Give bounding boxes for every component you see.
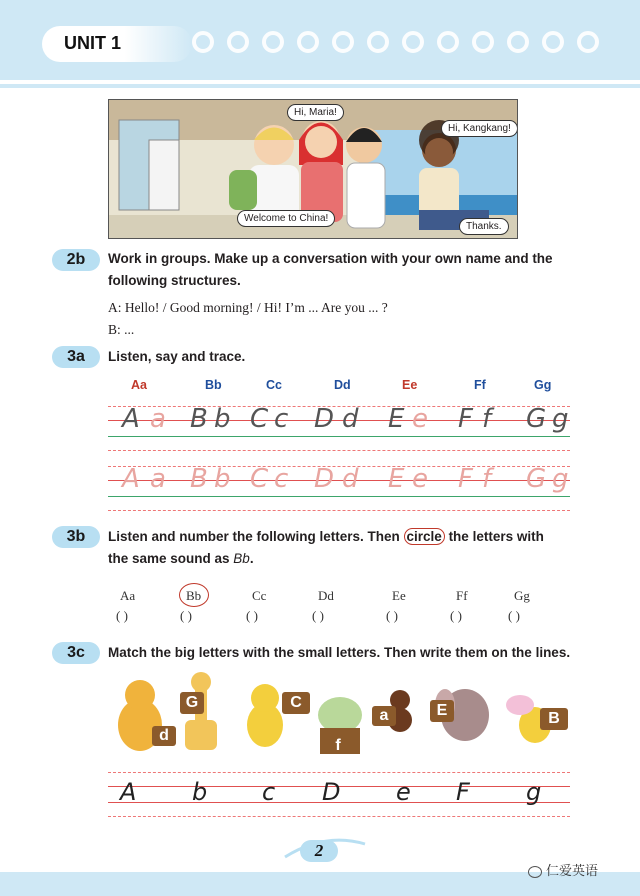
answer-blank[interactable]: ( ) bbox=[450, 608, 462, 623]
answer-blank[interactable]: ( ) bbox=[312, 608, 324, 623]
letter-label-ff: Ff bbox=[474, 378, 486, 392]
guide-line bbox=[108, 772, 570, 773]
answer-blank[interactable]: ( ) bbox=[508, 608, 520, 623]
section-badge-3b: 3b bbox=[52, 526, 100, 548]
letter-option: Cc bbox=[252, 588, 267, 603]
answer-blank[interactable]: ( ) bbox=[246, 608, 258, 623]
trace-letter: C bbox=[250, 464, 269, 494]
trace-letter: d bbox=[342, 464, 359, 494]
section-badge-2b: 2b bbox=[52, 249, 100, 271]
guide-line bbox=[108, 420, 570, 421]
sign-letter: B bbox=[540, 708, 568, 730]
instruction-text: the letters with bbox=[444, 529, 544, 544]
write-letter: c bbox=[262, 778, 276, 806]
write-letter: A bbox=[120, 778, 137, 806]
guide-line bbox=[108, 480, 570, 481]
section-badge-3a: 3a bbox=[52, 346, 100, 368]
ring-icon bbox=[472, 31, 494, 53]
ring-icon bbox=[332, 31, 354, 53]
instruction-italic: Bb bbox=[233, 551, 250, 566]
trace-letter: a bbox=[150, 404, 166, 434]
trace-letter: g bbox=[552, 464, 569, 494]
letter-label-ee: Ee bbox=[402, 378, 418, 392]
trace-letter: c bbox=[274, 404, 289, 434]
letter-option: Dd bbox=[318, 588, 334, 603]
trace-letter: D bbox=[314, 404, 335, 434]
decorative-rings bbox=[192, 31, 599, 53]
write-letter: g bbox=[526, 778, 542, 806]
sign-letter: E bbox=[430, 700, 454, 722]
trace-letter: c bbox=[274, 464, 289, 494]
dialogue-line-a: A: Hello! / Good morning! / Hi! I’m ... Are you ... ? bbox=[108, 300, 388, 315]
page-number: 2 bbox=[300, 840, 338, 862]
trace-letter: F bbox=[458, 464, 473, 494]
trace-letter: e bbox=[412, 464, 428, 494]
unit-title: UNIT 1 bbox=[64, 33, 122, 53]
sign-letter: d bbox=[152, 726, 176, 746]
ring-icon bbox=[367, 31, 389, 53]
trace-letter: f bbox=[482, 464, 492, 494]
trace-letter: E bbox=[388, 404, 405, 434]
trace-letter: f bbox=[482, 404, 492, 434]
ring-icon bbox=[402, 31, 424, 53]
section-badge-3c: 3c bbox=[52, 642, 100, 664]
answer-blank[interactable]: ( ) bbox=[180, 608, 192, 623]
sign-letter: a bbox=[372, 706, 396, 726]
write-letter: e bbox=[396, 778, 411, 806]
trace-letter: D bbox=[314, 464, 335, 494]
sign-letter: G bbox=[180, 692, 204, 714]
instruction-3a: Listen, say and trace. bbox=[108, 349, 246, 364]
sign-letter: f bbox=[335, 737, 341, 754]
trace-letter: C bbox=[250, 404, 269, 434]
letter-option: Aa bbox=[120, 588, 136, 603]
trace-letter: A bbox=[122, 464, 140, 494]
letter-label-aa: Aa bbox=[131, 378, 147, 392]
trace-letter: B bbox=[190, 404, 208, 434]
answer-blank[interactable]: ( ) bbox=[116, 608, 128, 623]
airport-scene-illustration bbox=[108, 99, 518, 239]
letter-label-gg: Gg bbox=[534, 378, 552, 392]
ring-icon bbox=[507, 31, 529, 53]
circle-mark bbox=[179, 583, 209, 607]
trace-letter: d bbox=[342, 404, 359, 434]
instruction-3c: Match the big letters with the small letters. Then write them on the lines. bbox=[108, 645, 571, 660]
watermark bbox=[528, 860, 598, 879]
instruction-2b-line1: Work in groups. Make up a conversation with your own name and the bbox=[108, 251, 553, 266]
sign-letter: C bbox=[282, 692, 310, 714]
wechat-icon bbox=[528, 866, 542, 878]
watermark-text: 仁爱英语 bbox=[546, 864, 599, 879]
letter-option: Ee bbox=[392, 588, 406, 603]
letter-label-dd: Dd bbox=[334, 378, 351, 392]
trace-letter: e bbox=[412, 404, 428, 434]
speech-bubble: Hi, Kangkang! bbox=[441, 120, 518, 137]
speech-bubble: Hi, Maria! bbox=[287, 104, 344, 121]
speech-bubble: Thanks. bbox=[459, 218, 509, 235]
letter-option: Bb bbox=[186, 588, 202, 603]
guide-line bbox=[108, 510, 570, 511]
instruction-text: Listen and number the following letters. Then bbox=[108, 529, 404, 544]
ring-icon bbox=[297, 31, 319, 53]
ring-icon bbox=[577, 31, 599, 53]
ring-icon bbox=[192, 31, 214, 53]
trace-letter: b bbox=[214, 404, 231, 434]
instruction-2b-line2: following structures. bbox=[108, 273, 241, 288]
instruction-3b-line1 bbox=[108, 526, 544, 548]
header-divider bbox=[0, 84, 640, 88]
instruction-text: the same sound as bbox=[108, 551, 234, 566]
ring-icon bbox=[227, 31, 249, 53]
guide-line bbox=[108, 496, 570, 497]
answer-blank[interactable]: ( ) bbox=[386, 608, 398, 623]
guide-line bbox=[108, 466, 570, 467]
trace-letter: G bbox=[526, 464, 547, 494]
dialogue-line-b: B: ... bbox=[108, 322, 135, 337]
instruction-text: . bbox=[249, 551, 254, 566]
letter-label-cc: Cc bbox=[266, 378, 282, 392]
ring-icon bbox=[437, 31, 459, 53]
trace-letter: E bbox=[388, 464, 405, 494]
letter-label-bb: Bb bbox=[205, 378, 222, 392]
speech-bubble: Welcome to China! bbox=[237, 210, 335, 227]
circle-word: circle bbox=[404, 528, 445, 545]
guide-line bbox=[108, 450, 570, 451]
ring-icon bbox=[542, 31, 564, 53]
write-letter: F bbox=[456, 778, 470, 806]
trace-letter: g bbox=[552, 404, 569, 434]
guide-line bbox=[108, 406, 570, 407]
letter-option: Ff bbox=[456, 588, 468, 603]
trace-letter: B bbox=[190, 464, 208, 494]
write-letter: b bbox=[192, 778, 208, 806]
letter-option: Gg bbox=[514, 588, 530, 603]
trace-letter: F bbox=[458, 404, 473, 434]
guide-line bbox=[108, 816, 570, 817]
ring-icon bbox=[262, 31, 284, 53]
instruction-3b-line2 bbox=[108, 548, 254, 570]
trace-letter: a bbox=[150, 464, 166, 494]
write-letter: D bbox=[322, 778, 341, 806]
trace-letter: A bbox=[122, 404, 140, 434]
trace-letter: b bbox=[214, 464, 231, 494]
trace-letter: G bbox=[526, 404, 547, 434]
guide-line bbox=[108, 436, 570, 437]
